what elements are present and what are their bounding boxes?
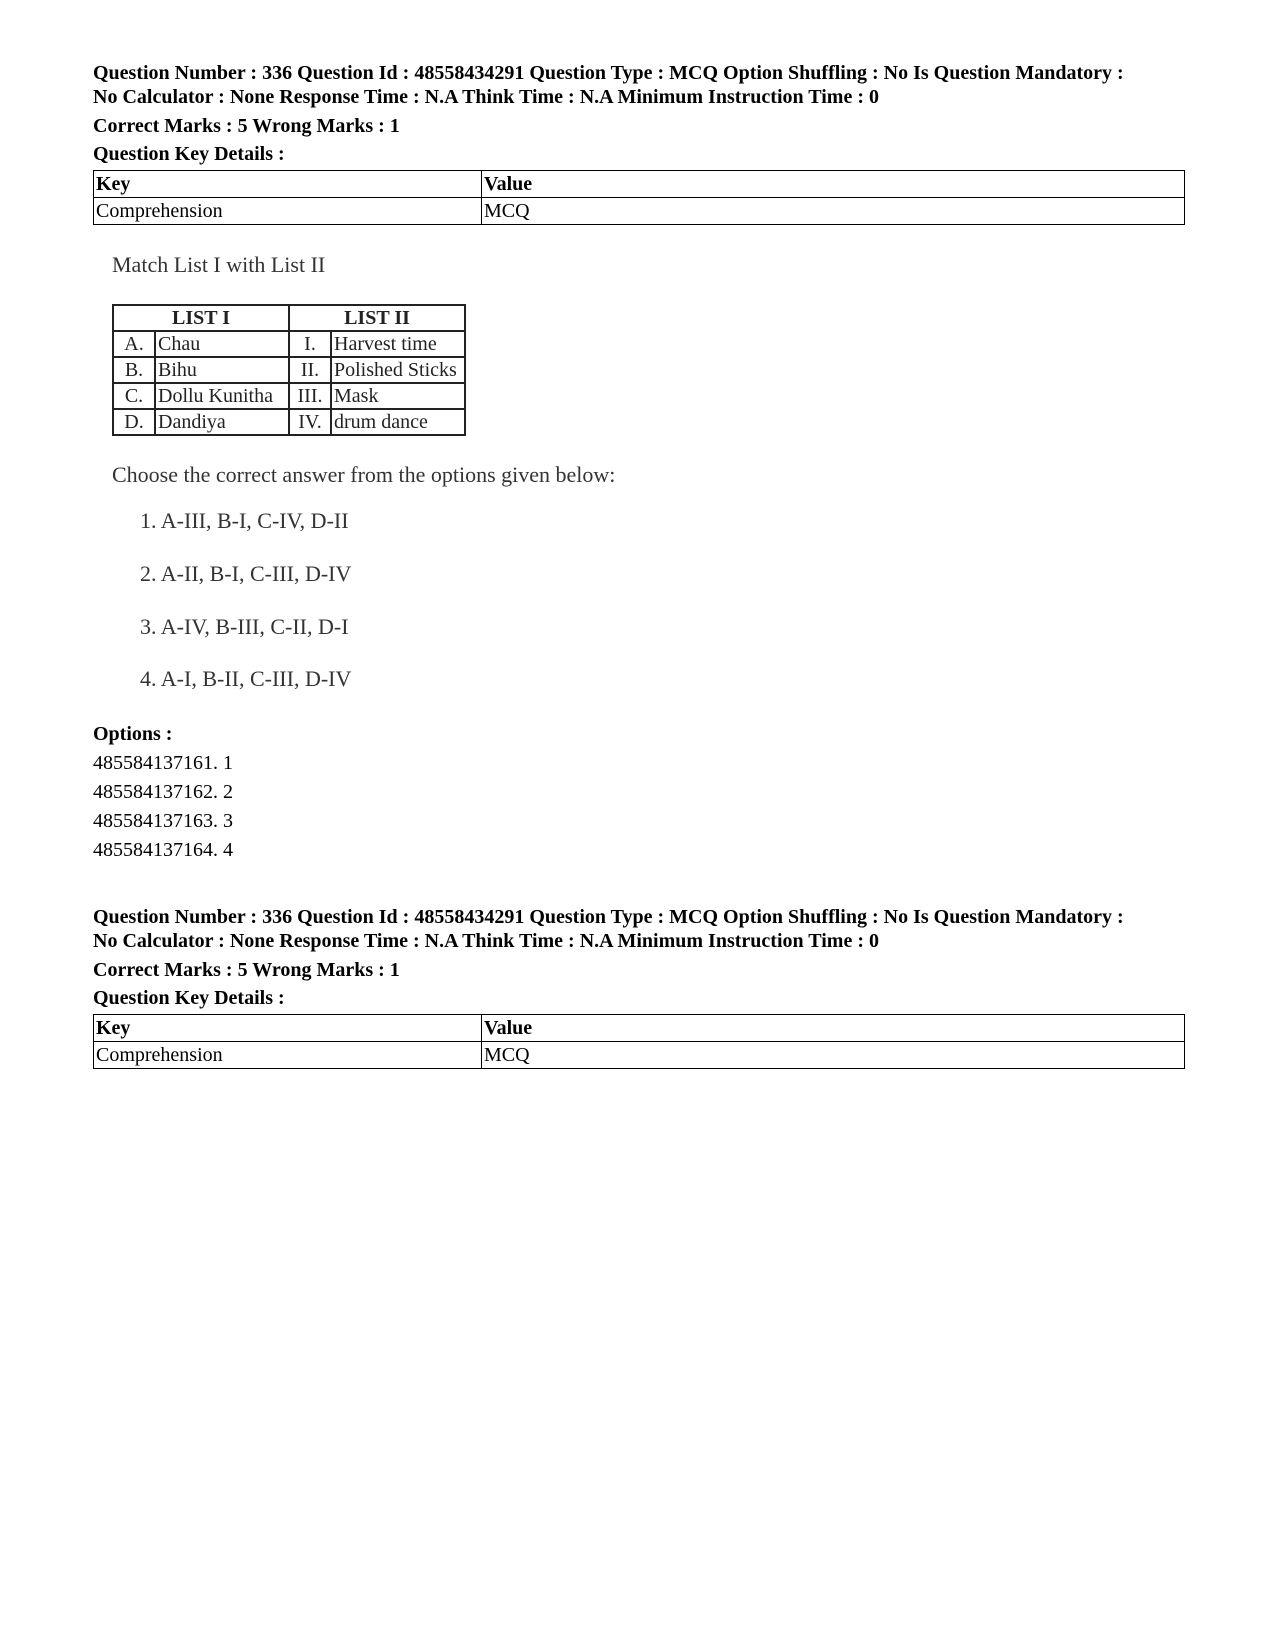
key-header: Key [94, 171, 482, 198]
value-header: Value [482, 171, 1185, 198]
key-details-table [93, 170, 1185, 225]
marks-line: Correct Marks : 5 Wrong Marks : 1 [93, 959, 400, 981]
table-row [113, 331, 465, 357]
options-section [93, 722, 233, 862]
question-meta-line-1: Question Number : 336 Question Id : 48558434291 Question Type : MCQ Option Shuffling : No Is Question Mandatory : [93, 62, 1124, 84]
row-letter: A. [113, 331, 155, 357]
row-match: Polished Sticks [331, 357, 465, 383]
row-letter: C. [113, 383, 155, 409]
value-cell: MCQ [482, 1042, 1185, 1069]
table-row [94, 198, 1185, 225]
answer-choice-2: 2. A-II, B-I, C-III, D-IV [140, 561, 352, 586]
row-numeral: II. [289, 357, 331, 383]
option-item: 485584137162. 2 [93, 781, 233, 803]
key-details-table [93, 1014, 1185, 1069]
key-header: Key [94, 1015, 482, 1042]
question-meta-line-2: No Calculator : None Response Time : N.A Think Time : N.A Minimum Instruction Time : 0 [93, 86, 879, 108]
table-header-row [94, 1015, 1185, 1042]
row-match: Mask [331, 383, 465, 409]
table-row [113, 357, 465, 383]
question-header-block-1 [93, 61, 1185, 225]
table-row [94, 1042, 1185, 1069]
question-meta-line-2: No Calculator : None Response Time : N.A Think Time : N.A Minimum Instruction Time : 0 [93, 930, 879, 952]
row-match: Harvest time [331, 331, 465, 357]
row-item: Chau [155, 331, 289, 357]
options-label: Options : [93, 723, 173, 745]
list1-header: LIST I [113, 305, 289, 331]
key-details-label: Question Key Details : [93, 987, 285, 1009]
question-meta-line-1: Question Number : 336 Question Id : 48558434291 Question Type : MCQ Option Shuffling : No Is Question Mandatory : [93, 906, 1124, 928]
row-numeral: III. [289, 383, 331, 409]
question-header-block-2 [93, 905, 1185, 1069]
answer-choice-3: 3. A-IV, B-III, C-II, D-I [140, 614, 349, 639]
row-item: Dollu Kunitha [155, 383, 289, 409]
answer-choice-4: 4. A-I, B-II, C-III, D-IV [140, 666, 352, 691]
row-letter: D. [113, 409, 155, 435]
option-item: 485584137164. 4 [93, 839, 233, 861]
table-row [113, 383, 465, 409]
key-cell: Comprehension [94, 1042, 482, 1069]
question-image [100, 248, 740, 708]
table-header-row [94, 171, 1185, 198]
match-list-table [112, 304, 466, 436]
option-item: 485584137161. 1 [93, 752, 233, 774]
table-row [113, 409, 465, 435]
row-item: Bihu [155, 357, 289, 383]
key-cell: Comprehension [94, 198, 482, 225]
key-details-label: Question Key Details : [93, 143, 285, 165]
row-numeral: IV. [289, 409, 331, 435]
marks-line: Correct Marks : 5 Wrong Marks : 1 [93, 115, 400, 137]
answer-choice-1: 1. A-III, B-I, C-IV, D-II [140, 508, 349, 533]
row-numeral: I. [289, 331, 331, 357]
row-match: drum dance [331, 409, 465, 435]
question-instruction: Match List I with List II [112, 252, 326, 277]
value-cell: MCQ [482, 198, 1185, 225]
choose-instruction: Choose the correct answer from the options given below: [112, 462, 616, 487]
list2-header: LIST II [289, 305, 465, 331]
option-item: 485584137163. 3 [93, 810, 233, 832]
row-item: Dandiya [155, 409, 289, 435]
match-table-header [113, 305, 465, 331]
row-letter: B. [113, 357, 155, 383]
value-header: Value [482, 1015, 1185, 1042]
